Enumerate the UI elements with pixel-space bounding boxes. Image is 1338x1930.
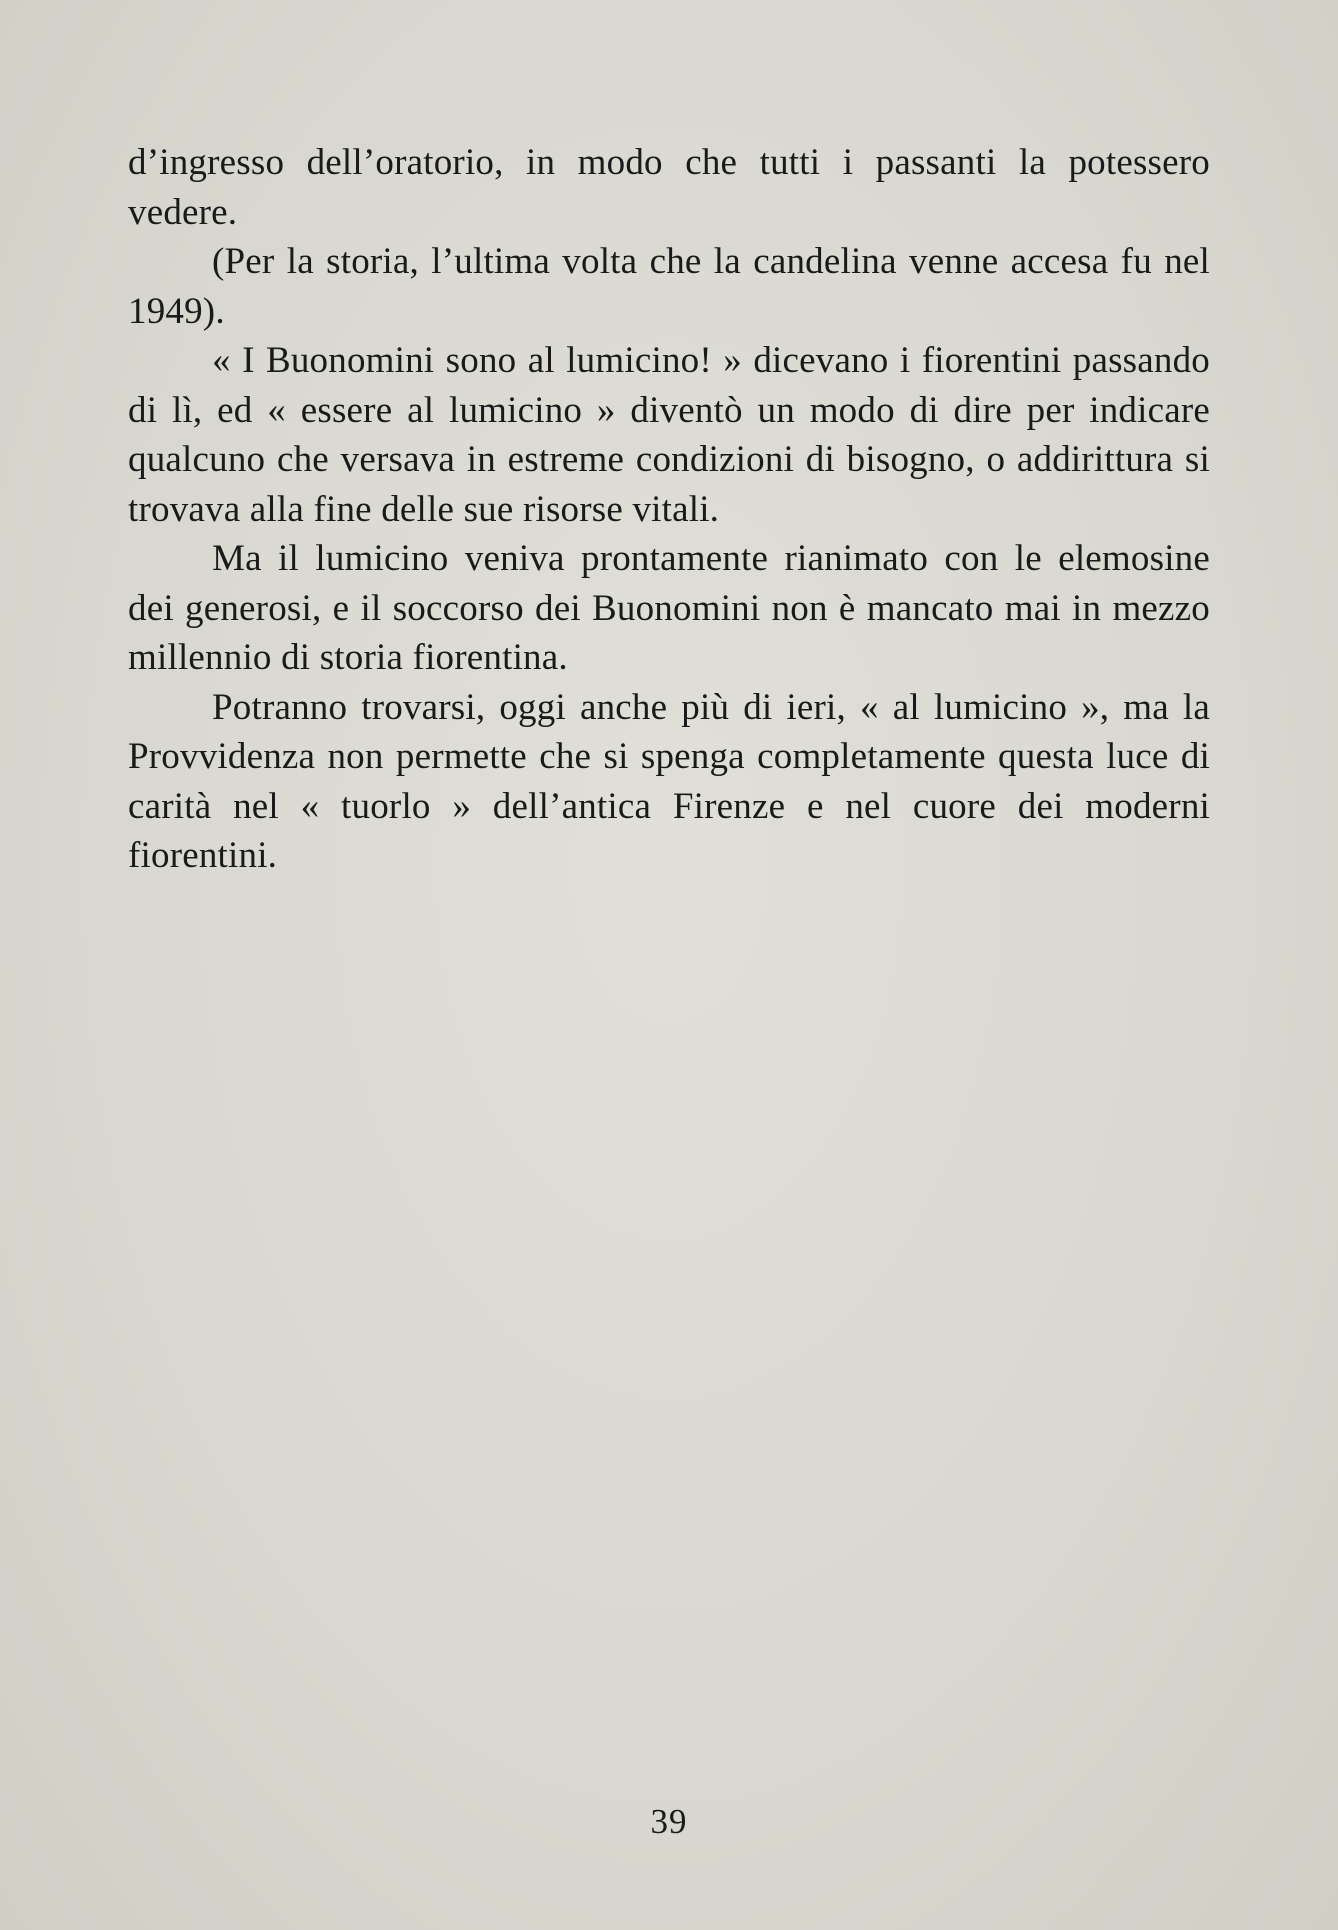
paragraph-providence: Potranno trovarsi, oggi anche più di ieri, « al lumicino », ma la Provvidenza non permette che si spenga completamente questa luce di carità nel « tuorlo » dell’antica Firenze e nel cuore dei moderni fiorentini.	[128, 686, 1210, 876]
paragraph-history-note: (Per la storia, l’ultima volta che la candelina venne accesa fu nel 1949).	[128, 241, 1210, 332]
paragraph-continuation: d’ingresso dell’oratorio, in modo che tutti i passanti la potessero vedere.	[128, 142, 1210, 233]
page-number: 39	[650, 1802, 688, 1841]
paragraph-alms: Ma il lumicino veniva prontamente rianimato con le elemosine dei generosi, e il soccorso dei Buonomini non è mancato mai in mezzo millennio di storia fiorentina.	[128, 538, 1210, 678]
paragraph-lumicino-saying: « I Buonomini sono al lumicino! » dicevano i fiorentini passando di lì, ed « essere al lumicino » diventò un modo di dire per indicare qualcuno che versava in estreme condizioni di bisogno, o addirittura si trovava alla fine delle sue risorse vitali.	[128, 340, 1210, 530]
body-text	[128, 138, 1210, 881]
